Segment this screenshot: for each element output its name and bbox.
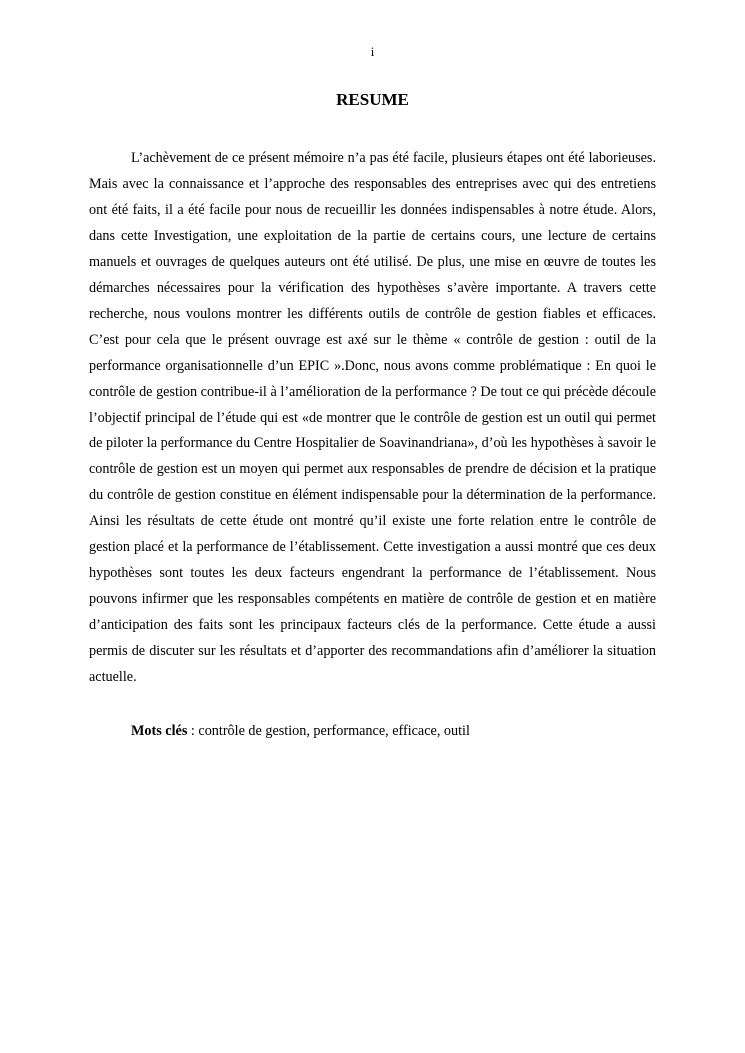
abstract-paragraph: L’achèvement de ce présent mémoire n’a pas été facile, plusieurs étapes ont été laborieuses. Mais avec la connaissance et l’approche des responsables des entreprises avec qui des entretiens ont été faits, il a été facile pour nous de recueillir les données indispensables à notre étude. Alors, dans cette Investigation, une exploitation de la partie de certains cours, une lecture de certains manuels et ouvrages de quelques auteurs ont été utilisé. De plus, une mise en œuvre de toutes les démarches nécessaires pour la vérification des hypothèses s’avère importante. A travers cette recherche, nous voulons montrer les différents outils de contrôle de gestion fiables et efficaces. C’est pour cela que le présent ouvrage est axé sur le thème « contrôle de gestion : outil de la performance organisationnelle d’un EPIC ».Donc, nous avons comme problématique : En quoi le contrôle de gestion contribue-il à l’amélioration de la performance ? De tout ce qui précède découle l’objectif principal de l’étude qui est «de montrer que le contrôle de gestion est un outil qui permet de piloter la performance du Centre Hospitalier de Soavinandriana», d’où les hypothèses à savoir le contrôle de gestion est un moyen qui permet aux responsables de prendre de décision et la pratique du contrôle de gestion constitue en élément indispensable pour la détermination de la performance. Ainsi les résultats de cette étude ont montré qu’il existe une forte relation entre le contrôle de gestion placé et la performance de l’établissement. Cette investigation a aussi montré que ces deux hypothèses sont toutes les deux facteurs engendrant la performance de l’établissement. Nous pouvons infirmer que les responsables compétents en matière de contrôle de gestion et en matière d’anticipation des faits sont les principaux facteurs clés de la performance. Cette étude a aussi permis de discuter sur les résultats et d’apporter des recommandations afin d’améliorer la situation actuelle.: [89, 150, 656, 686]
keywords-separator: :: [187, 723, 199, 739]
keywords-label: Mots clés: [131, 723, 188, 739]
page-title: RESUME: [336, 90, 409, 109]
keywords-line: [131, 718, 656, 744]
keywords-values: contrôle de gestion, performance, efficace, outil: [198, 723, 470, 739]
page-number: i: [370, 44, 375, 59]
